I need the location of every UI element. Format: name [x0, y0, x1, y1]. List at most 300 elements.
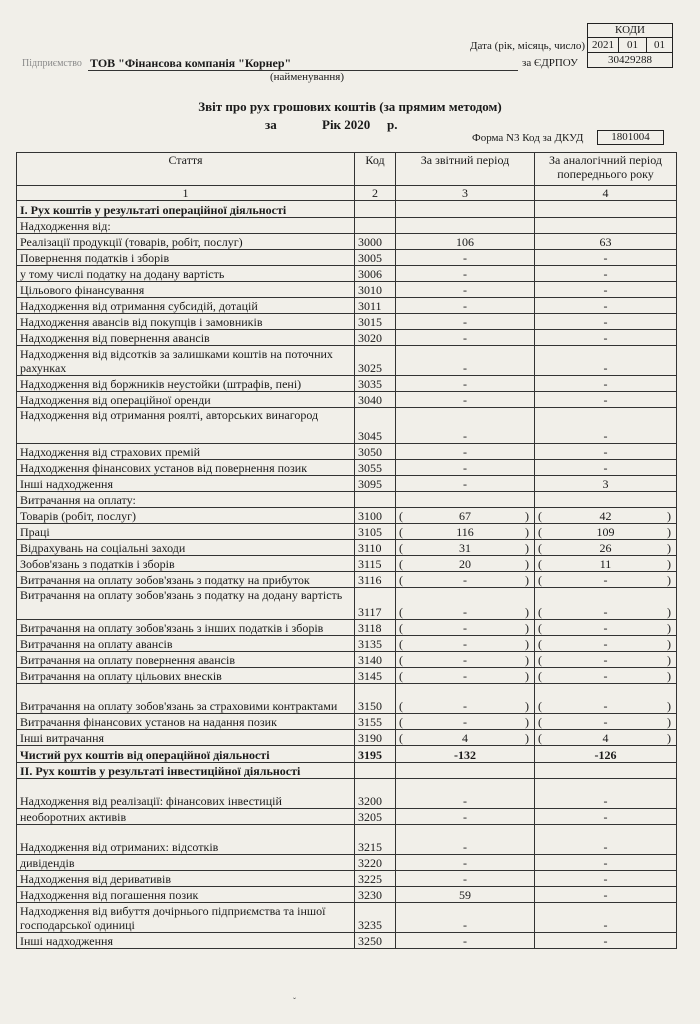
paren-close: ) [667, 525, 671, 539]
row-label: Інші надходження [17, 933, 355, 949]
row-previous-value: 63 [535, 234, 677, 250]
row-current-value: - [396, 298, 535, 314]
row-label: Надходження авансів від покупців і замовників [17, 314, 355, 330]
row-label: Витрачання на оплату повернення авансів [17, 652, 355, 668]
paren-close: ) [525, 731, 529, 745]
row-previous-value [535, 588, 677, 620]
page-mark: ˇ [293, 996, 296, 1006]
row-previous-value: - [535, 408, 677, 444]
cell-value: - [603, 637, 608, 651]
row-label: Надходження від повернення авансів [17, 330, 355, 346]
row-current-value [396, 218, 535, 234]
cell-value: 4 [602, 731, 609, 745]
codes-box [587, 23, 673, 68]
row-current-value: - [396, 933, 535, 949]
cell-value: - [463, 573, 467, 587]
row-label: Інші надходження [17, 476, 355, 492]
date-label: Дата (рік, місяць, число) [470, 40, 586, 52]
row-label: Повернення податків і зборів [17, 250, 355, 266]
row-previous-value [535, 668, 677, 684]
row-current-value [396, 524, 535, 540]
row-code: 3225 [355, 871, 396, 887]
paren-close: ) [667, 653, 671, 667]
row-label: дивідендів [17, 855, 355, 871]
row-current-value [396, 652, 535, 668]
row-label: Витрачання на оплату: [17, 492, 355, 508]
paren-open: ( [538, 699, 542, 713]
paren-close: ) [525, 699, 529, 713]
table-row [17, 408, 677, 444]
paren-close: ) [525, 621, 529, 635]
table-row [17, 524, 677, 540]
paren-open: ( [538, 605, 542, 619]
table-row [17, 266, 677, 282]
row-current-value [396, 588, 535, 620]
paren-close: ) [525, 541, 529, 555]
row-label: Надходження від страхових премій [17, 444, 355, 460]
row-label: Надходження від: [17, 218, 355, 234]
row-label: Відрахувань на соціальні заходи [17, 540, 355, 556]
paren-close: ) [525, 525, 529, 539]
row-code: 3055 [355, 460, 396, 476]
cell-value: - [463, 653, 467, 667]
row-code: 3045 [355, 408, 396, 444]
cell-value: - [463, 699, 467, 713]
row-label: Надходження від деривативів [17, 871, 355, 887]
date-month: 01 [619, 38, 647, 52]
row-current-value: - [396, 266, 535, 282]
cell-value: 116 [456, 525, 474, 539]
row-current-value: -132 [396, 746, 535, 763]
table-row [17, 376, 677, 392]
row-label: Надходження фінансових установ від повернення позик [17, 460, 355, 476]
paren-open: ( [538, 653, 542, 667]
paren-close: ) [667, 573, 671, 587]
paren-open: ( [399, 509, 403, 523]
paren-close: ) [667, 669, 671, 683]
paren-close: ) [667, 715, 671, 729]
row-label: Надходження від погашення позик [17, 887, 355, 903]
table-row [17, 763, 677, 779]
row-current-value: - [396, 282, 535, 298]
cell-value: 4 [462, 731, 468, 745]
row-code: 3020 [355, 330, 396, 346]
row-current-value: - [396, 460, 535, 476]
codes-date [588, 38, 672, 53]
row-label: Надходження від отримання роялті, авторських винагород [17, 408, 355, 444]
table-row [17, 855, 677, 871]
row-current-value: 106 [396, 234, 535, 250]
row-previous-value: 3 [535, 476, 677, 492]
cell-value: - [603, 715, 608, 729]
row-label: Витрачання на оплату цільових внесків [17, 668, 355, 684]
table-row [17, 933, 677, 949]
cell-value: - [603, 653, 608, 667]
row-current-value [396, 556, 535, 572]
row-current-value [396, 668, 535, 684]
row-code: 3100 [355, 508, 396, 524]
row-code: 3050 [355, 444, 396, 460]
table-row [17, 668, 677, 684]
cell-value: - [603, 669, 608, 683]
period-suffix: р. [387, 117, 398, 132]
row-label: Надходження від відсотків за залишками коштів на поточних рахунках [17, 346, 355, 376]
row-label: Надходження від операційної оренди [17, 392, 355, 408]
row-previous-value: - [535, 809, 677, 825]
table-row [17, 234, 677, 250]
row-current-value: 59 [396, 887, 535, 903]
paren-open: ( [538, 541, 542, 555]
row-code: 3040 [355, 392, 396, 408]
cell-value: 11 [599, 557, 612, 571]
row-label: Цільового фінансування [17, 282, 355, 298]
table-row [17, 746, 677, 763]
cell-value: - [463, 715, 467, 729]
row-previous-value: - [535, 266, 677, 282]
table-row [17, 903, 677, 933]
col-header-code: Код [355, 153, 396, 186]
table-row [17, 684, 677, 714]
row-code: 3155 [355, 714, 396, 730]
enterprise-name: ТОВ "Фінансова компанія "Корнер" [90, 56, 292, 70]
row-label: II. Рух коштів у результаті інвестиційної діяльності [17, 763, 355, 779]
paren-open: ( [538, 669, 542, 683]
row-code [355, 201, 396, 218]
paren-open: ( [538, 715, 542, 729]
row-current-value: - [396, 855, 535, 871]
table-row [17, 652, 677, 668]
form-label: Форма N3 Код за ДКУД [472, 132, 584, 144]
paren-close: ) [525, 509, 529, 523]
row-current-value: - [396, 250, 535, 266]
col-num-4: 4 [535, 186, 677, 201]
row-previous-value: - [535, 855, 677, 871]
table-row [17, 572, 677, 588]
table-row [17, 460, 677, 476]
row-previous-value: - [535, 250, 677, 266]
row-previous-value: - [535, 460, 677, 476]
row-code: 3116 [355, 572, 396, 588]
codes-title: КОДИ [588, 24, 672, 38]
paren-open: ( [399, 653, 403, 667]
row-code: 3145 [355, 668, 396, 684]
paren-open: ( [399, 605, 403, 619]
row-code: 3117 [355, 588, 396, 620]
cell-value: 20 [459, 557, 471, 571]
row-label: Зобов'язань з податків і зборів [17, 556, 355, 572]
cell-value: 42 [599, 509, 612, 523]
row-previous-value [535, 524, 677, 540]
row-code: 3095 [355, 476, 396, 492]
cell-value: - [603, 605, 608, 619]
row-label: Надходження від отримання субсидій, дотацій [17, 298, 355, 314]
row-previous-value [535, 218, 677, 234]
col-header-article: Стаття [17, 153, 355, 186]
row-current-value: - [396, 330, 535, 346]
cell-value: - [603, 621, 608, 635]
row-previous-value: - [535, 330, 677, 346]
row-current-value [396, 730, 535, 746]
report-title: Звіт про рух грошових коштів (за прямим методом) [198, 99, 502, 114]
table-row [17, 282, 677, 298]
row-label: Витрачання на оплату зобов'язань за страховими контрактами [17, 684, 355, 714]
table-row [17, 871, 677, 887]
paren-close: ) [667, 621, 671, 635]
row-code: 3025 [355, 346, 396, 376]
edrpou-code: 30429288 [608, 54, 652, 66]
row-current-value: - [396, 392, 535, 408]
paren-close: ) [525, 573, 529, 587]
col-num-1: 1 [17, 186, 355, 201]
row-previous-value [535, 730, 677, 746]
row-previous-value [535, 636, 677, 652]
row-code: 3250 [355, 933, 396, 949]
paren-open: ( [399, 731, 403, 745]
row-previous-value: - [535, 933, 677, 949]
table-row [17, 330, 677, 346]
paren-close: ) [667, 731, 671, 745]
row-label: Надходження від реалізації: фінансових інвестицій [17, 779, 355, 809]
row-previous-value [535, 620, 677, 636]
table-row [17, 540, 677, 556]
row-previous-value [535, 763, 677, 779]
cell-value: - [603, 573, 608, 587]
row-current-value [396, 201, 535, 218]
table-row [17, 492, 677, 508]
table-row [17, 250, 677, 266]
row-previous-value [535, 201, 677, 218]
paren-close: ) [667, 557, 671, 571]
row-label: Витрачання фінансових установ на надання позик [17, 714, 355, 730]
table-row [17, 809, 677, 825]
row-code [355, 218, 396, 234]
row-current-value [396, 714, 535, 730]
row-label: Надходження від вибуття дочірнього підприємства та іншої господарської одиниці [17, 903, 355, 933]
row-previous-value [535, 508, 677, 524]
row-current-value: - [396, 346, 535, 376]
row-previous-value: - [535, 314, 677, 330]
paren-open: ( [538, 621, 542, 635]
row-previous-value [535, 714, 677, 730]
edrpou-label: за ЄДРПОУ [522, 57, 578, 69]
row-code: 3118 [355, 620, 396, 636]
row-current-value [396, 540, 535, 556]
row-previous-value [535, 540, 677, 556]
row-previous-value: - [535, 887, 677, 903]
paren-open: ( [399, 573, 403, 587]
dkud-code: 1801004 [597, 130, 664, 145]
row-label: Витрачання на оплату авансів [17, 636, 355, 652]
table-row [17, 476, 677, 492]
table-row [17, 588, 677, 620]
table-row [17, 779, 677, 809]
cell-value: - [463, 621, 467, 635]
row-previous-value: - [535, 825, 677, 855]
cash-flow-table [16, 152, 677, 949]
row-previous-value: - [535, 346, 677, 376]
table-row [17, 714, 677, 730]
table-row [17, 346, 677, 376]
paren-close: ) [525, 669, 529, 683]
row-current-value [396, 684, 535, 714]
row-code: 3140 [355, 652, 396, 668]
paren-close: ) [525, 653, 529, 667]
row-previous-value: -126 [535, 746, 677, 763]
paren-close: ) [525, 715, 529, 729]
row-code: 3011 [355, 298, 396, 314]
paren-open: ( [399, 621, 403, 635]
paren-close: ) [525, 557, 529, 571]
paren-open: ( [538, 573, 542, 587]
cell-value: - [603, 699, 608, 713]
table-row [17, 392, 677, 408]
row-current-value [396, 620, 535, 636]
row-label: Чистий рух коштів від операційної діяльності [17, 746, 355, 763]
row-previous-value: - [535, 376, 677, 392]
paren-open: ( [399, 557, 403, 571]
row-label: Витрачання на оплату зобов'язань з інших податків і зборів [17, 620, 355, 636]
row-code: 3205 [355, 809, 396, 825]
col-header-current: За звітний період [396, 153, 535, 186]
table-row [17, 620, 677, 636]
row-previous-value [535, 556, 677, 572]
paren-open: ( [399, 541, 403, 555]
cell-value: 26 [599, 541, 612, 555]
row-code: 3235 [355, 903, 396, 933]
row-current-value: - [396, 376, 535, 392]
row-code: 3005 [355, 250, 396, 266]
enterprise-label: Підприємство [22, 58, 82, 69]
row-code: 3000 [355, 234, 396, 250]
row-current-value: - [396, 871, 535, 887]
row-label: I. Рух коштів у результаті операційної діяльності [17, 201, 355, 218]
paren-close: ) [667, 605, 671, 619]
paren-close: ) [525, 605, 529, 619]
paren-open: ( [399, 669, 403, 683]
cell-value: - [463, 605, 467, 619]
row-current-value: - [396, 408, 535, 444]
table-row [17, 314, 677, 330]
paren-open: ( [538, 731, 542, 745]
paren-close: ) [525, 637, 529, 651]
paren-close: ) [667, 509, 671, 523]
paren-open: ( [538, 509, 542, 523]
table-row [17, 298, 677, 314]
row-code: 3150 [355, 684, 396, 714]
row-code: 3230 [355, 887, 396, 903]
paren-close: ) [667, 637, 671, 651]
row-previous-value: - [535, 298, 677, 314]
row-label: Надходження від отриманих: відсотків [17, 825, 355, 855]
table-row [17, 444, 677, 460]
table-row [17, 201, 677, 218]
row-current-value: - [396, 903, 535, 933]
col-header-previous: За аналогічний період попереднього року [535, 153, 677, 186]
paren-open: ( [399, 525, 403, 539]
table-header-row [17, 153, 677, 186]
row-current-value: - [396, 444, 535, 460]
period-prefix: за [265, 117, 277, 132]
row-current-value: - [396, 476, 535, 492]
paren-open: ( [538, 637, 542, 651]
row-label: Витрачання на оплату зобов'язань з податку на додану вартість [17, 588, 355, 620]
date-year: 2021 [588, 38, 619, 52]
row-label: Реалізації продукції (товарів, робіт, послуг) [17, 234, 355, 250]
row-code: 3105 [355, 524, 396, 540]
row-code [355, 763, 396, 779]
row-previous-value: - [535, 392, 677, 408]
table-body [17, 153, 677, 949]
row-label: у тому числі податку на додану вартість [17, 266, 355, 282]
row-code: 3195 [355, 746, 396, 763]
row-label: Надходження від боржників неустойки (штрафів, пені) [17, 376, 355, 392]
row-code: 3220 [355, 855, 396, 871]
row-code: 3190 [355, 730, 396, 746]
cell-value: - [463, 637, 467, 651]
row-current-value [396, 763, 535, 779]
column-number-row [17, 186, 677, 201]
paren-open: ( [399, 715, 403, 729]
row-current-value: - [396, 809, 535, 825]
row-current-value: - [396, 779, 535, 809]
cell-value: 67 [459, 509, 471, 523]
row-code: 3010 [355, 282, 396, 298]
table-row [17, 508, 677, 524]
table-row [17, 636, 677, 652]
cell-value: 109 [596, 525, 615, 539]
row-current-value [396, 636, 535, 652]
row-code: 3135 [355, 636, 396, 652]
row-label: Інші витрачання [17, 730, 355, 746]
row-current-value [396, 572, 535, 588]
row-code: 3015 [355, 314, 396, 330]
row-previous-value: - [535, 779, 677, 809]
paren-open: ( [538, 525, 542, 539]
table-row [17, 218, 677, 234]
row-previous-value: - [535, 871, 677, 887]
naimenuvannia-label: (найменування) [270, 71, 344, 83]
col-num-3: 3 [396, 186, 535, 201]
row-code: 3215 [355, 825, 396, 855]
paren-open: ( [399, 637, 403, 651]
row-label: Праці [17, 524, 355, 540]
row-current-value [396, 492, 535, 508]
paren-open: ( [399, 699, 403, 713]
row-code: 3200 [355, 779, 396, 809]
row-previous-value: - [535, 444, 677, 460]
table-row [17, 887, 677, 903]
row-current-value [396, 508, 535, 524]
row-code: 3110 [355, 540, 396, 556]
row-previous-value: - [535, 282, 677, 298]
row-previous-value [535, 652, 677, 668]
cell-value: - [463, 669, 467, 683]
cell-value: 31 [459, 541, 471, 555]
table-row [17, 825, 677, 855]
row-code: 3115 [355, 556, 396, 572]
paren-close: ) [667, 699, 671, 713]
row-previous-value [535, 684, 677, 714]
period-value: Рік 2020 [322, 117, 371, 132]
paren-open: ( [538, 557, 542, 571]
paren-close: ) [667, 541, 671, 555]
table-row [17, 556, 677, 572]
row-current-value: - [396, 314, 535, 330]
row-label: Товарів (робіт, послуг) [17, 508, 355, 524]
col-num-2: 2 [355, 186, 396, 201]
row-label: Витрачання на оплату зобов'язань з податку на прибуток [17, 572, 355, 588]
row-label: необоротних активів [17, 809, 355, 825]
